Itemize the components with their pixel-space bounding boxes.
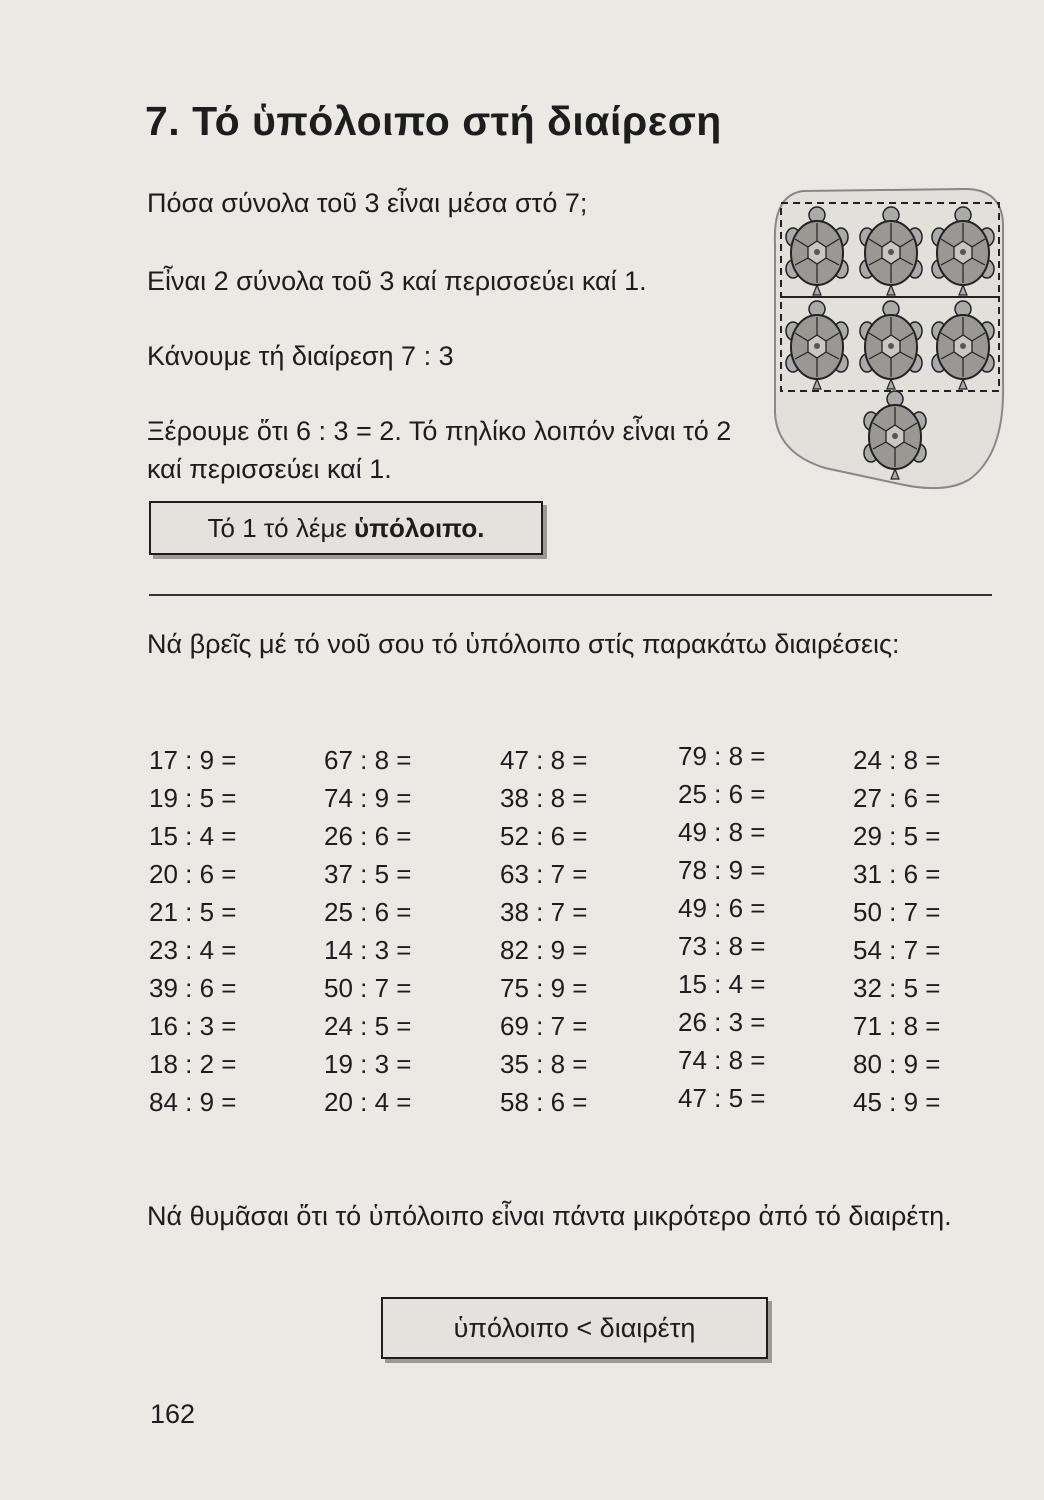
exercise-item: 25 : 6 = — [324, 897, 412, 927]
rule-box — [381, 1297, 768, 1359]
exercise-column-5 — [853, 741, 940, 1121]
exercise-item: 49 : 8 = — [678, 817, 766, 847]
exercise-item: 49 : 6 = — [678, 893, 766, 923]
exercise-item: 29 : 5 = — [853, 821, 941, 851]
exercise-item: 47 : 5 = — [678, 1083, 766, 1113]
exercise-item: 67 : 8 = — [324, 745, 412, 775]
page-number: 162 — [150, 1399, 196, 1429]
exercise-item: 16 : 3 = — [149, 1011, 237, 1041]
exercise-item: 19 : 5 = — [149, 783, 237, 813]
exercise-item: 25 : 6 = — [678, 779, 766, 809]
exercise-item: 26 : 6 = — [324, 821, 412, 851]
exercise-item: 79 : 8 = — [678, 741, 766, 771]
exercise-item: 21 : 5 = — [149, 897, 237, 927]
exercise-item: 32 : 5 = — [853, 973, 941, 1003]
exercise-item: 71 : 8 = — [853, 1011, 941, 1041]
exercise-item: 20 : 4 = — [324, 1087, 412, 1117]
exercise-column-2 — [324, 741, 411, 1121]
exercise-column-4 — [678, 737, 765, 1117]
exercise-item: 75 : 9 = — [500, 973, 588, 1003]
page-title: 7. Τό ὑπόλοιπο στή διαίρεση — [145, 98, 722, 144]
intro-question: Πόσα σύνολα τοῦ 3 εἶναι μέσα στό 7; — [147, 188, 588, 218]
remainder-definition-box — [149, 501, 543, 555]
exercise-item: 27 : 6 = — [853, 783, 941, 813]
section-divider — [149, 594, 992, 596]
exercise-item: 69 : 7 = — [500, 1011, 588, 1041]
exercise-item: 45 : 9 = — [853, 1087, 941, 1117]
exercise-item: 80 : 9 = — [853, 1049, 941, 1079]
exercise-column-1 — [149, 741, 236, 1121]
exercise-item: 74 : 8 = — [678, 1045, 766, 1075]
exercise-item: 15 : 4 = — [678, 969, 766, 999]
exercise-item: 37 : 5 = — [324, 859, 412, 889]
remainder-definition-text: Τό 1 τό λέμε — [207, 512, 348, 543]
remainder-term: ὑπόλοιπο. — [354, 512, 485, 543]
intro-answer: Εἶναι 2 σύνολα τοῦ 3 καί περισσεύει καί 1. — [147, 266, 647, 296]
exercise-item: 73 : 8 = — [678, 931, 766, 961]
intro-division: Κάνουμε τή διαίρεση 7 : 3 — [147, 341, 454, 371]
intro-explanation: Ξέρουμε ὅτι 6 : 3 = 2. Τό πηλίκο λοιπόν εἶναι τό 2 καί περισσεύει καί 1. — [147, 416, 732, 484]
exercise-item: 18 : 2 = — [149, 1049, 237, 1079]
remainder-reminder: Νά θυμᾶσαι ὅτι τό ὑπόλοιπο εἶναι πάντα μικρότερο ἀπό τό διαιρέτη. — [147, 1201, 952, 1231]
exercise-item: 82 : 9 = — [500, 935, 588, 965]
exercise-item: 38 : 8 = — [500, 783, 588, 813]
exercise-item: 31 : 6 = — [853, 859, 941, 889]
exercise-item: 39 : 6 = — [149, 973, 237, 1003]
exercise-item: 52 : 6 = — [500, 821, 588, 851]
exercise-instruction: Νά βρεῖς μέ τό νοῦ σου τό ὑπόλοιπο στίς παρακάτω διαιρέσεις: — [147, 629, 900, 659]
exercise-item: 17 : 9 = — [149, 745, 237, 775]
turtle-illustration — [765, 183, 1010, 498]
exercise-item: 74 : 9 = — [324, 783, 412, 813]
rule-text: ὑπόλοιπο < διαιρέτη — [453, 1312, 696, 1343]
exercise-item: 15 : 4 = — [149, 821, 237, 851]
exercise-item: 24 : 8 = — [853, 745, 941, 775]
exercise-column-3 — [500, 741, 587, 1121]
exercise-item: 38 : 7 = — [500, 897, 588, 927]
exercise-item: 19 : 3 = — [324, 1049, 412, 1079]
exercise-item: 23 : 4 = — [149, 935, 237, 965]
exercise-item: 35 : 8 = — [500, 1049, 588, 1079]
exercise-item: 20 : 6 = — [149, 859, 237, 889]
exercise-item: 84 : 9 = — [149, 1087, 237, 1117]
exercise-item: 50 : 7 = — [324, 973, 412, 1003]
exercise-item: 58 : 6 = — [500, 1087, 588, 1117]
exercise-item: 24 : 5 = — [324, 1011, 412, 1041]
exercise-item: 26 : 3 = — [678, 1007, 766, 1037]
exercise-item: 54 : 7 = — [853, 935, 941, 965]
exercise-item: 78 : 9 = — [678, 855, 766, 885]
exercise-item: 50 : 7 = — [853, 897, 941, 927]
exercise-item: 14 : 3 = — [324, 935, 412, 965]
exercise-item: 63 : 7 = — [500, 859, 588, 889]
exercise-item: 47 : 8 = — [500, 745, 588, 775]
